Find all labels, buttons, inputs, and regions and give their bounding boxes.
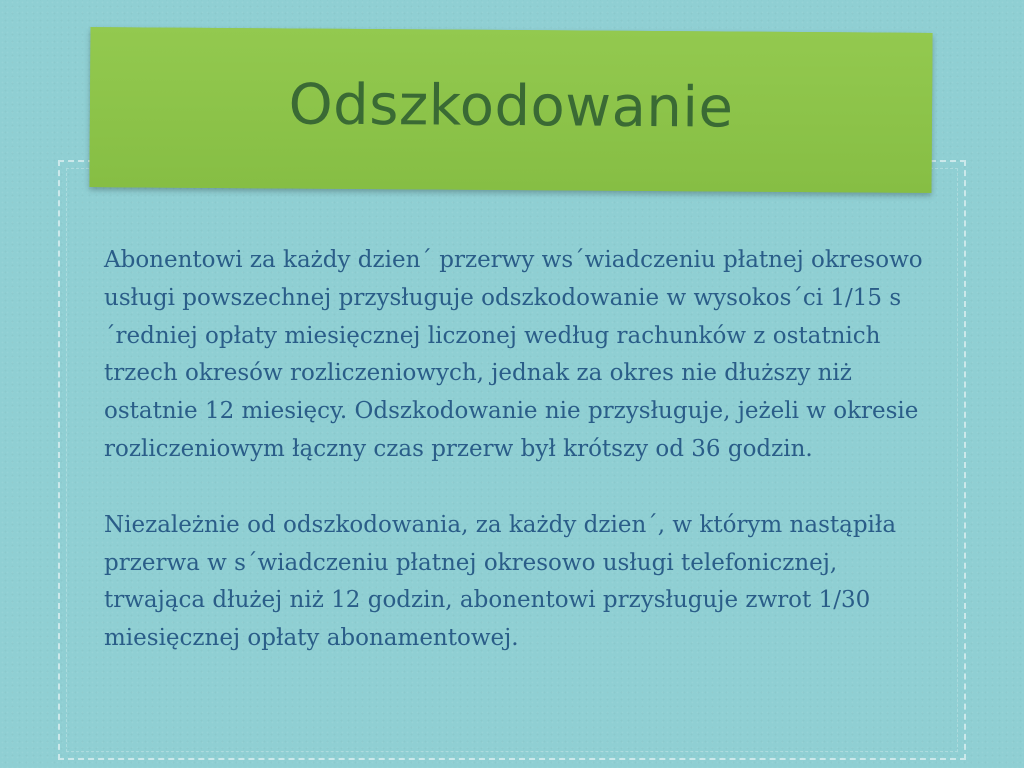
slide-title: Odszkodowanie [288,71,734,141]
paragraph-compensation: Abonentowi za każdy dzien´ przerwy ws´wiadczeniu płatnej okresowo usługi powszechnej przysługuje odszkodowanie w wysokos´ci 1/15 s´redniej opłaty miesięcznej liczonej według rachunków z ostatnich trzech okresów rozliczeniowych, jednak za okres nie dłuższy niż ostatnie 12 miesięcy. Odszkodowanie nie przysługuje, jeżeli w okresie rozliczeniowym łączny czas przerw był krótszy od 36 godzin. [104,247,923,462]
slide-body [104,242,944,658]
paragraph-refund: Niezależnie od odszkodowania, za każdy dzien´, w którym nastąpiła przerwa w s´wiadczeniu płatnej okresowo usługi telefonicznej, trwająca dłużej niż 12 godzin, abonentowi przysługuje zwrot 1/30 miesięcznej opłaty abonamentowej. [104,511,897,652]
title-banner [89,27,932,193]
